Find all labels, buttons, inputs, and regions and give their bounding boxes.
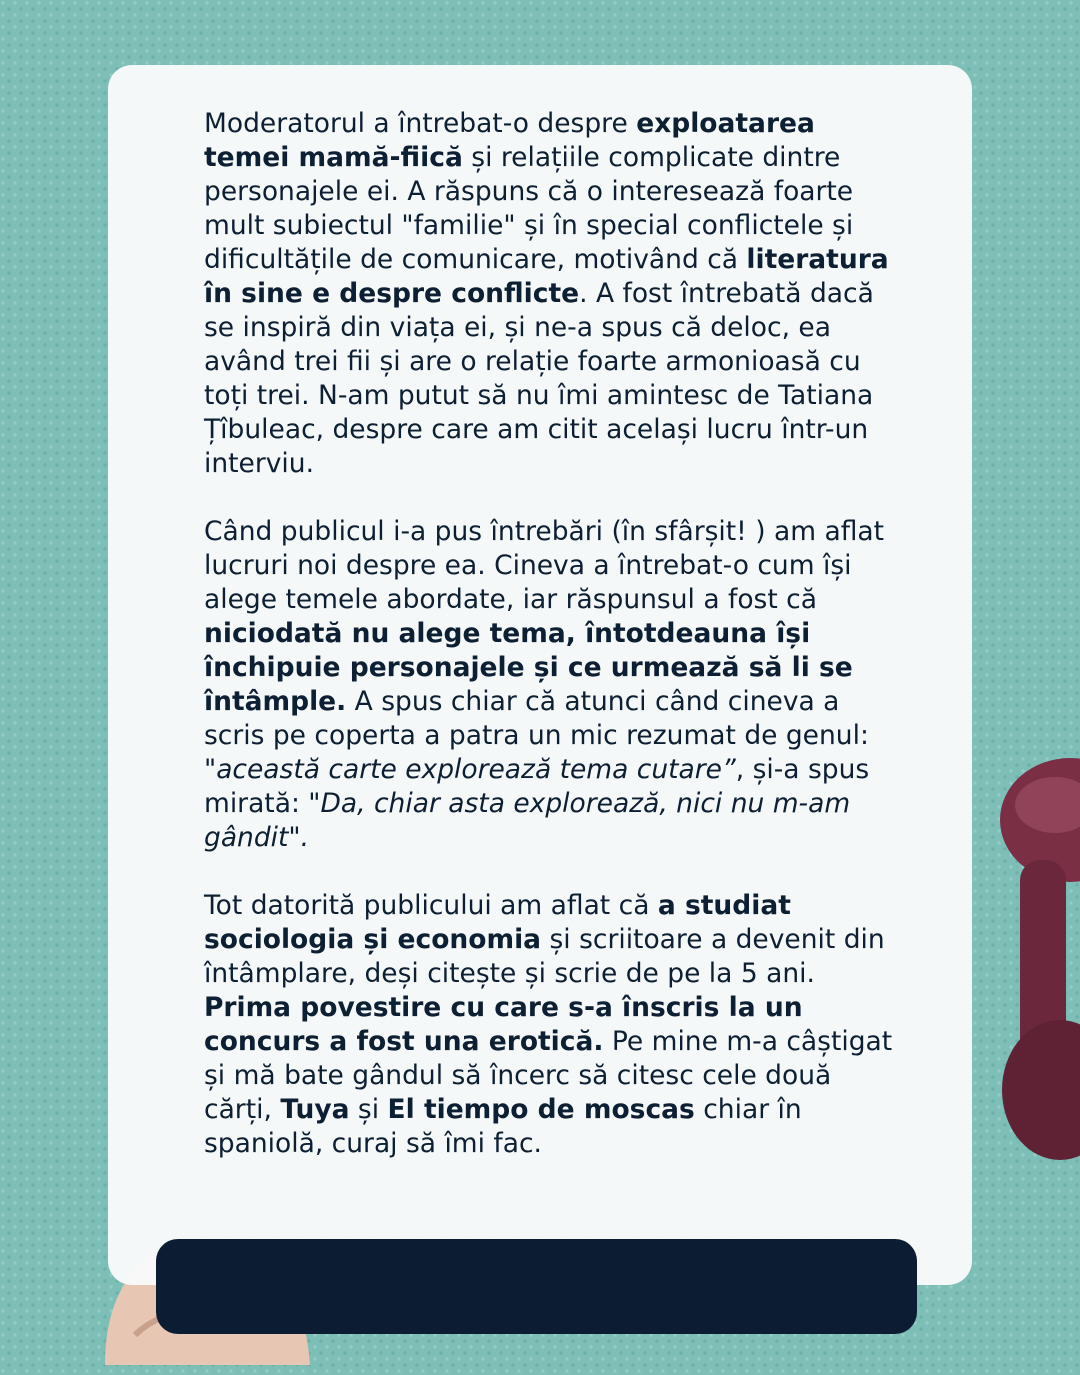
bold-text: niciodată nu alege tema, întotdeauna își închipuie personajele și ce urmează să li se întâmple. <box>204 618 853 717</box>
text-segment: și <box>349 1094 388 1125</box>
content-card <box>108 65 972 1285</box>
bold-text: a studiat sociologia și economia <box>204 890 791 955</box>
paragraph-2 <box>204 515 894 855</box>
bold-text: exploatarea temei mamă-fiică <box>204 108 815 173</box>
bottom-banner <box>156 1239 917 1334</box>
text-segment: chiar în spaniolă, curaj să îmi fac. <box>204 1094 802 1159</box>
dumbbell-decoration <box>960 750 1080 1170</box>
text-segment: . A fost întrebată dacă se inspiră din viața ei, și ne-a spus că deloc, ea având trei fii și are o relație foarte armonioasă cu toți trei. N-am putut să nu îmi amintesc de Tatiana Țîbuleac, despre care am citit același lucru într-un interviu. <box>204 278 874 479</box>
paragraph-1 <box>204 107 894 481</box>
paragraph-3 <box>204 889 894 1161</box>
text-segment: , și-a spus mirată: <box>204 754 870 819</box>
bold-text: Prima povestire cu care s-a înscris la un concurs a fost una erotică. <box>204 992 803 1057</box>
text-segment: A spus chiar că atunci când cineva a scris pe coperta a patra un mic rezumat de genul: <box>204 686 869 751</box>
text-segment: Când publicul i-a pus întrebări (în sfârșit! ) am aflat lucruri noi despre ea. Cineva a întrebat-o cum își alege temele abordate, iar răspunsul a fost că <box>204 516 885 615</box>
text-segment: și relațiile complicate dintre personajele ei. A răspuns că o interesează foarte mult subiectul "familie" și în special conflictele și dificultățile de comunicare, motivând că <box>204 142 854 275</box>
bold-text: Tuya <box>280 1094 350 1125</box>
article-body <box>204 107 894 1195</box>
italic-text: "Da, chiar asta explorează, nici nu m-am gândit". <box>204 788 851 853</box>
text-segment: și scriitoare a devenit din întâmplare, deși citește și scrie de pe la 5 ani. <box>204 924 885 989</box>
text-segment: Tot datorită publicului am aflat că <box>204 890 658 921</box>
bold-text: literatura în sine e despre conflicte <box>204 244 889 309</box>
text-segment: Moderatorul a întrebat-o despre <box>204 108 637 139</box>
italic-text: "această carte explorează tema cutare” <box>204 754 736 785</box>
bold-text: El tiempo de moscas <box>387 1094 695 1125</box>
text-segment: Pe mine m-a câștigat și mă bate gândul să încerc să citesc cele două cărți, <box>204 1026 893 1125</box>
